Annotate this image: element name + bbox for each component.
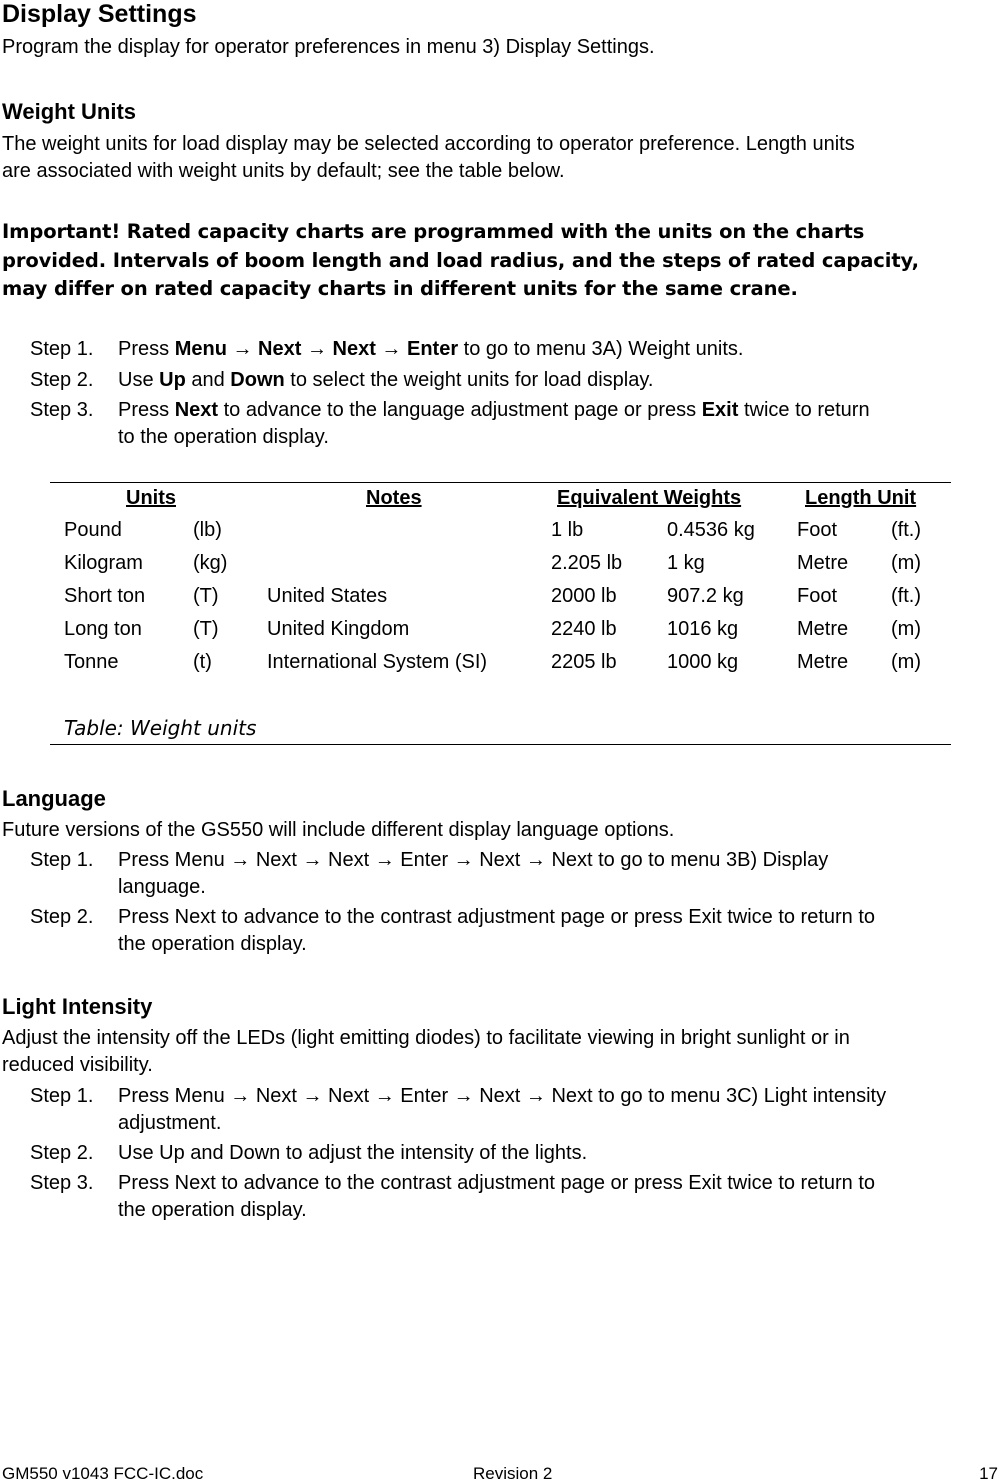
unit-name: Kilogram (64, 552, 143, 574)
important-line-1: Important! Rated capacity charts are programmed with the units on the charts (2, 220, 865, 243)
length-abbr: (m) (891, 618, 921, 640)
equiv-lb: 2240 lb (551, 618, 617, 640)
length-abbr: (ft.) (891, 585, 921, 607)
length-unit: Foot (797, 585, 838, 607)
equiv-kg: 0.4536 kg (667, 519, 755, 541)
equiv-lb: 2205 lb (551, 651, 617, 673)
step-text: Use Up and Down to adjust the intensity of the lights. (118, 1142, 588, 1164)
menu-key: Menu (174, 338, 227, 360)
length-abbr: (m) (891, 651, 921, 673)
weight-units-para-1: The weight units for load display may be selected according to operator preference. Length units (2, 133, 855, 155)
step-text: Use Up and Down to select the weight units for load display. (118, 369, 654, 391)
language-para: Future versions of the GS550 will include different display language options. (2, 819, 675, 841)
important-line-3: may differ on rated capacity charts in different units for the same crane. (2, 277, 798, 300)
step-text: Press Next to advance to the contrast adjustment page or press Exit twice to return to the operation display. (118, 1172, 876, 1221)
unit-name: Tonne (64, 651, 119, 673)
unit-abbr: (lb) (193, 519, 222, 541)
footer-page-number: 17 (979, 1464, 998, 1483)
unit-abbr: (T) (193, 585, 219, 607)
light-intensity-para-2: reduced visibility. (2, 1054, 153, 1076)
page-title: Display Settings (2, 0, 197, 28)
step-number: Step 3. (30, 1172, 94, 1194)
length-unit: Foot (797, 519, 838, 541)
step-text: Press Next to advance to the language adjustment page or press Exit twice to return to the operation display. (118, 399, 870, 448)
exit-key: Exit (701, 399, 739, 421)
length-unit: Metre (797, 618, 849, 640)
length-abbr: (m) (891, 552, 921, 574)
next-key: Next (174, 399, 219, 421)
step-number: Step 2. (30, 369, 94, 391)
length-abbr: (ft.) (891, 519, 921, 541)
weight-units-heading: Weight Units (2, 99, 137, 124)
step-text: Press Menu → Next → Next → Enter → Next → Next to go to menu 3B) Display language. (118, 849, 829, 898)
equiv-kg: 1 kg (667, 552, 705, 574)
step-number: Step 1. (30, 1085, 94, 1107)
important-note (2, 218, 992, 304)
intro-text: Program the display for operator preferences in menu 3) Display Settings. (2, 36, 655, 58)
header-length-unit: Length Unit (805, 487, 917, 509)
next-key: Next (332, 338, 376, 360)
up-key: Up (159, 369, 186, 391)
next-key: Next (258, 338, 302, 360)
footer-revision: Revision 2 (473, 1464, 553, 1483)
table-top-rule (50, 482, 951, 483)
equiv-lb: 2.205 lb (551, 552, 623, 574)
step-number: Step 3. (30, 399, 94, 421)
equiv-kg: 1016 kg (667, 618, 739, 640)
weight-units-para-2: are associated with weight units by default; see the table below. (2, 160, 565, 182)
equiv-lb: 1 lb (551, 519, 584, 541)
language-heading: Language (2, 786, 106, 811)
equiv-lb: 2000 lb (551, 585, 617, 607)
step-text: Press Next to advance to the contrast adjustment page or press Exit twice to return to the operation display. (118, 906, 876, 955)
step-number: Step 1. (30, 849, 94, 871)
unit-name: Pound (64, 519, 122, 541)
header-notes: Notes (366, 487, 422, 509)
unit-note: International System (SI) (267, 651, 488, 673)
step-text: Press Menu → Next → Next → Enter to go to menu 3A) Weight units. (118, 338, 744, 360)
unit-name: Long ton (64, 618, 142, 640)
header-equivalent-weights: Equivalent Weights (557, 487, 742, 509)
header-units: Units (126, 487, 176, 509)
unit-note: United Kingdom (267, 618, 410, 640)
footer-doc-name: GM550 v1043 FCC-IC.doc (2, 1464, 204, 1483)
step-number: Step 2. (30, 1142, 94, 1164)
down-key: Down (230, 369, 285, 391)
length-unit: Metre (797, 651, 849, 673)
important-line-2: provided. Intervals of boom length and load radius, and the steps of rated capacity, (2, 248, 919, 272)
equiv-kg: 907.2 kg (667, 585, 744, 607)
table-bottom-rule (50, 744, 951, 745)
light-intensity-para-1: Adjust the intensity off the LEDs (light emitting diodes) to facilitate viewing in bright sunlight or in (2, 1027, 850, 1049)
enter-key: Enter (407, 338, 459, 360)
step-text: Press Menu → Next → Next → Enter → Next → Next to go to menu 3C) Light intensity adjustment. (118, 1085, 887, 1134)
unit-name: Short ton (64, 585, 146, 607)
unit-abbr: (T) (193, 618, 219, 640)
length-unit: Metre (797, 552, 849, 574)
unit-note: United States (267, 585, 388, 607)
unit-abbr: (kg) (193, 552, 228, 574)
unit-abbr: (t) (193, 651, 212, 673)
step-number: Step 1. (30, 338, 94, 360)
step-number: Step 2. (30, 906, 94, 928)
light-intensity-heading: Light Intensity (2, 994, 153, 1019)
table-caption: Table: Weight units (64, 716, 257, 740)
equiv-kg: 1000 kg (667, 651, 739, 673)
